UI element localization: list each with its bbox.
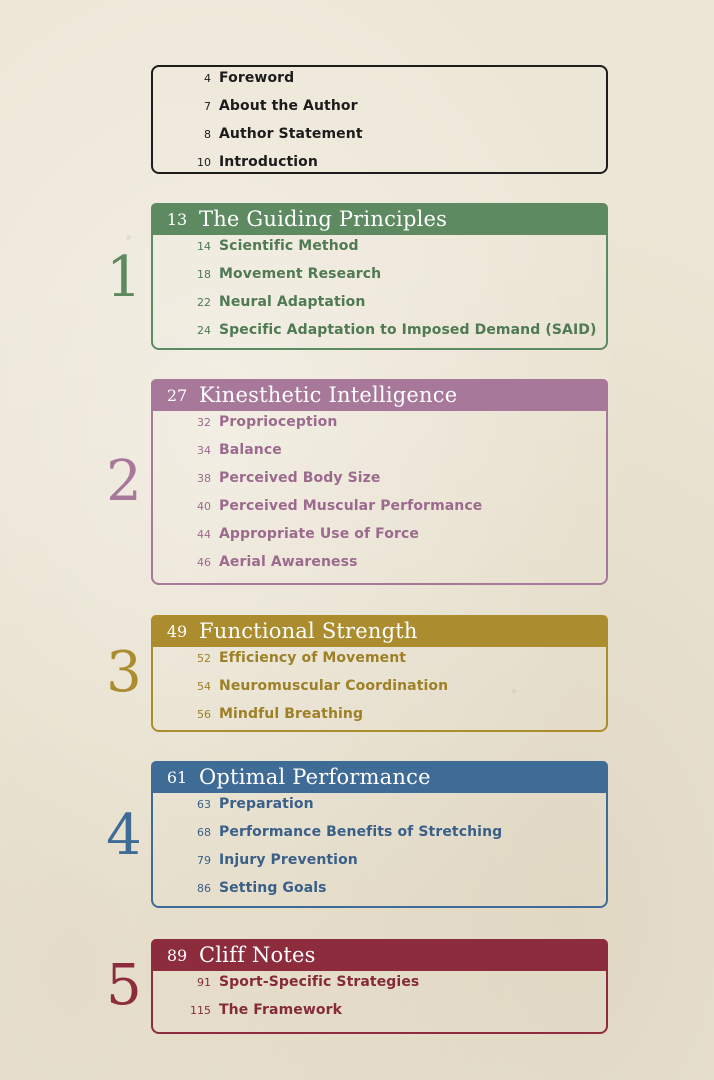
toc-entry[interactable] [153, 880, 606, 908]
chapter-numeral: 4 [106, 803, 142, 868]
toc-entry[interactable] [153, 650, 606, 678]
toc-entry[interactable] [153, 154, 606, 182]
front-matter-box [151, 65, 608, 174]
page-number: 22 [197, 296, 211, 309]
entry-title: Performance Benefits of Stretching [219, 824, 503, 840]
toc-entry[interactable] [153, 498, 606, 526]
toc-entry[interactable] [153, 678, 606, 706]
entry-title: The Framework [219, 1002, 343, 1018]
toc-entry[interactable] [153, 294, 606, 322]
page-number: 91 [197, 976, 211, 989]
page-number: 44 [197, 528, 211, 541]
chapter-page-number: 89 [166, 945, 188, 965]
toc-entry[interactable] [153, 322, 606, 350]
page-number: 32 [197, 416, 211, 429]
toc-entry[interactable] [153, 526, 606, 554]
toc-entry[interactable] [153, 414, 606, 442]
page-number: 7 [204, 100, 211, 113]
page-number: 14 [197, 240, 211, 253]
page-number: 18 [197, 268, 211, 281]
chapter-page-number: 13 [166, 209, 188, 229]
chapter-title: Cliff Notes [199, 943, 316, 967]
chapter-page-number: 61 [166, 767, 188, 787]
page-number: 79 [197, 854, 211, 867]
entry-title: Efficiency of Movement [219, 650, 407, 666]
toc-entry[interactable] [153, 824, 606, 852]
page-number: 4 [204, 72, 211, 85]
page-number: 52 [197, 652, 211, 665]
chapter-numeral: 3 [106, 640, 142, 705]
entry-title: Sport-Specific Strategies [219, 974, 420, 990]
entry-title: Appropriate Use of Force [219, 526, 419, 542]
chapter-header[interactable] [151, 939, 608, 971]
chapter-numeral: 2 [106, 449, 142, 514]
page-number: 10 [197, 156, 211, 169]
page-number: 34 [197, 444, 211, 457]
toc-entry[interactable] [153, 554, 606, 582]
page-number: 115 [190, 1004, 211, 1017]
toc-entry[interactable] [153, 974, 606, 1002]
toc-entry[interactable] [153, 238, 606, 266]
page-number: 8 [204, 128, 211, 141]
entry-title: Foreword [219, 70, 295, 86]
chapter-header[interactable] [151, 615, 608, 647]
entry-title: Aerial Awareness [219, 554, 358, 570]
page-number: 63 [197, 798, 211, 811]
entry-title: Setting Goals [219, 880, 327, 896]
chapter-header[interactable] [151, 761, 608, 793]
entry-title: Scientific Method [219, 238, 359, 254]
toc-entry[interactable] [153, 796, 606, 824]
entry-title: About the Author [219, 98, 358, 114]
toc-entry[interactable] [153, 470, 606, 498]
toc-entry[interactable] [153, 852, 606, 880]
toc-entry[interactable] [153, 1002, 606, 1030]
entry-title: Specific Adaptation to Imposed Demand (SAID) [219, 322, 597, 338]
entry-title: Movement Research [219, 266, 382, 282]
chapter-numeral: 5 [106, 953, 142, 1018]
chapter-box-5 [151, 939, 608, 1034]
toc-entry[interactable] [153, 706, 606, 734]
chapter-header[interactable] [151, 203, 608, 235]
entry-title: Balance [219, 442, 282, 458]
entry-title: Author Statement [219, 126, 363, 142]
page-number: 38 [197, 472, 211, 485]
entry-title: Introduction [219, 154, 318, 170]
page-number: 54 [197, 680, 211, 693]
entry-title: Perceived Body Size [219, 470, 381, 486]
page-number: 56 [197, 708, 211, 721]
chapter-title: Functional Strength [199, 619, 418, 643]
entry-title: Mindful Breathing [219, 706, 364, 722]
page-number: 68 [197, 826, 211, 839]
chapter-title: The Guiding Principles [199, 207, 448, 231]
entry-title: Injury Prevention [219, 852, 358, 868]
chapter-title: Optimal Performance [199, 765, 431, 789]
entry-title: Perceived Muscular Performance [219, 498, 483, 514]
page-number: 24 [197, 324, 211, 337]
toc-entry[interactable] [153, 126, 606, 154]
chapter-box-4 [151, 761, 608, 908]
entry-title: Proprioception [219, 414, 338, 430]
toc-entry[interactable] [153, 98, 606, 126]
toc-entry[interactable] [153, 442, 606, 470]
entry-title: Preparation [219, 796, 314, 812]
page-number: 86 [197, 882, 211, 895]
chapter-numeral: 1 [106, 245, 142, 310]
chapter-title: Kinesthetic Intelligence [199, 383, 458, 407]
chapter-box-2 [151, 379, 608, 585]
chapter-header[interactable] [151, 379, 608, 411]
chapter-box-3 [151, 615, 608, 732]
page-number: 46 [197, 556, 211, 569]
entry-title: Neuromuscular Coordination [219, 678, 449, 694]
toc-entry[interactable] [153, 70, 606, 98]
entry-title: Neural Adaptation [219, 294, 366, 310]
toc-entry[interactable] [153, 266, 606, 294]
chapter-page-number: 27 [166, 385, 188, 405]
chapter-page-number: 49 [166, 621, 188, 641]
chapter-box-1 [151, 203, 608, 350]
page-number: 40 [197, 500, 211, 513]
